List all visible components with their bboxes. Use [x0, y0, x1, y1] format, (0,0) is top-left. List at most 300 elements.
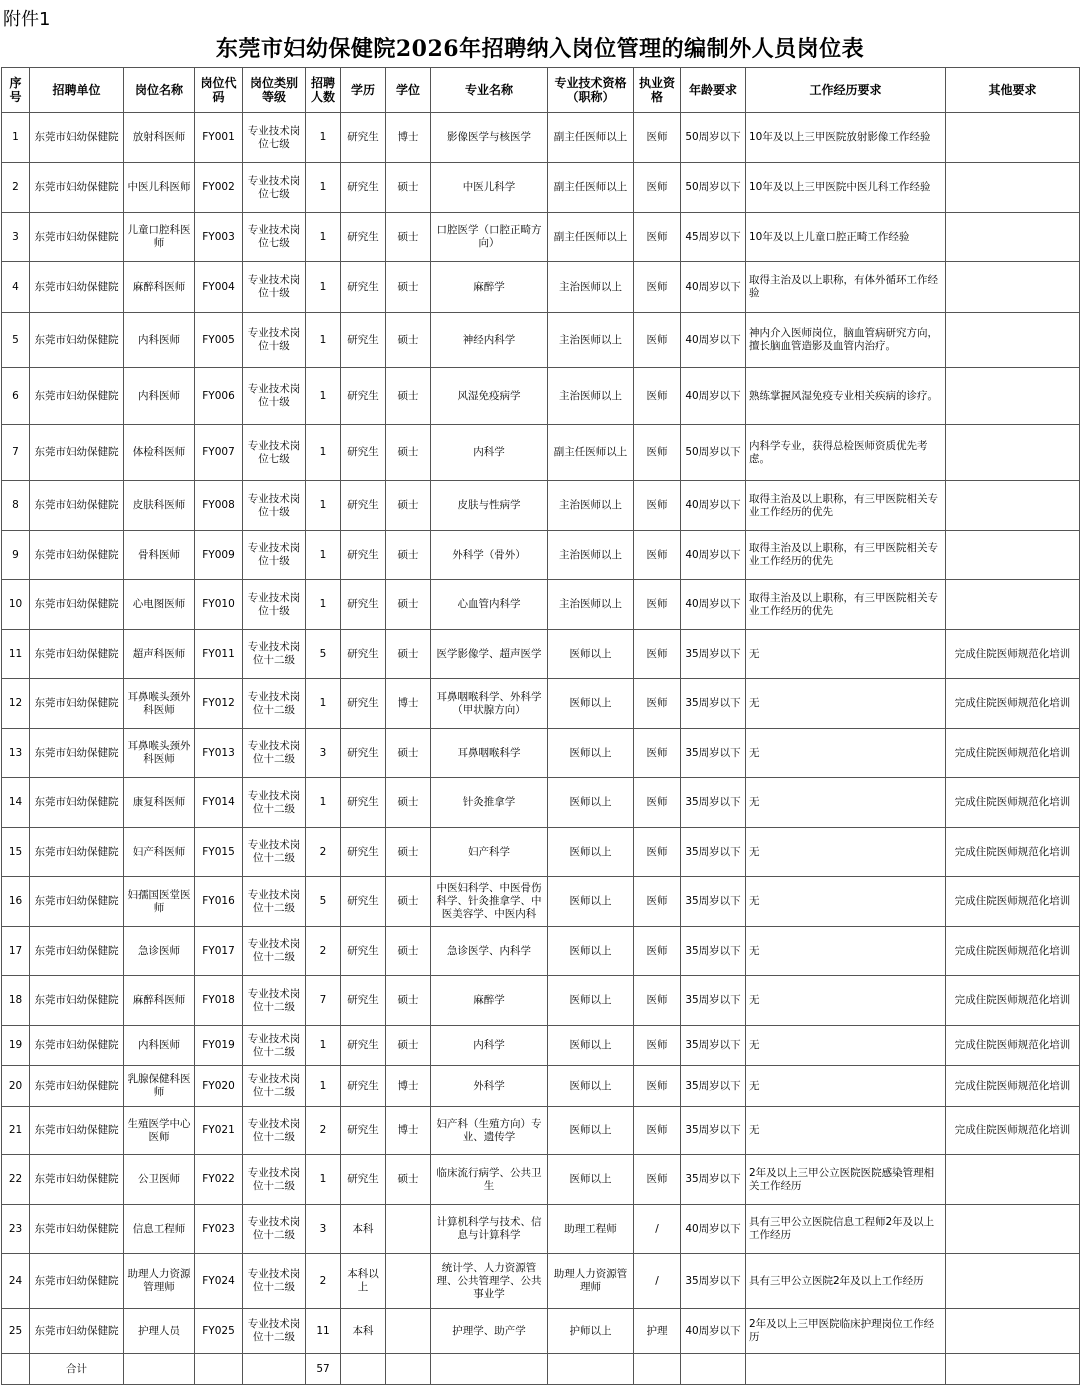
cell-unit: 东莞市妇幼保健院: [30, 213, 124, 262]
cell-other-requirement: 完成住院医师规范化培训: [946, 927, 1080, 976]
cell-age-requirement: 35周岁以下: [681, 1254, 746, 1309]
cell-position-name: 信息工程师: [124, 1205, 195, 1254]
cell-age-requirement: 35周岁以下: [681, 828, 746, 877]
cell-experience-requirement: 无: [746, 927, 946, 976]
cell-license: 医师: [634, 481, 681, 531]
cell-education: 研究生: [341, 262, 386, 313]
cell-position-name: 耳鼻喉头颈外科医师: [124, 729, 195, 778]
cell-position-name: 骨科医师: [124, 531, 195, 580]
cell-license: 医师: [634, 778, 681, 828]
cell-education: 研究生: [341, 679, 386, 729]
cell-other-requirement: [946, 368, 1080, 425]
cell-unit: 东莞市妇幼保健院: [30, 976, 124, 1026]
cell-position-code: FY006: [195, 368, 243, 425]
cell-education: 研究生: [341, 1026, 386, 1066]
cell-education: 研究生: [341, 1107, 386, 1155]
cell-license: /: [634, 1205, 681, 1254]
cell-degree: 硕士: [386, 877, 431, 927]
table-row: [2, 580, 1080, 630]
cell-license: 医师: [634, 213, 681, 262]
cell-position-grade: 专业技术岗位十二级: [243, 1026, 306, 1066]
cell-degree: 硕士: [386, 927, 431, 976]
cell-education: 研究生: [341, 113, 386, 163]
cell-position-code: FY004: [195, 262, 243, 313]
cell-experience-requirement: 具有三甲公立医院2年及以上工作经历: [746, 1254, 946, 1309]
cell-position-grade: 专业技术岗位十级: [243, 580, 306, 630]
cell-position-code: FY019: [195, 1026, 243, 1066]
cell-seq: 13: [2, 729, 30, 778]
cell-title-qualification: 医师以上: [548, 778, 634, 828]
cell-other-requirement: 完成住院医师规范化培训: [946, 976, 1080, 1026]
cell-experience-requirement: 取得主治及以上职称，有三甲医院相关专业工作经历的优先: [746, 481, 946, 531]
cell-position-grade: 专业技术岗位十二级: [243, 729, 306, 778]
cell-major: 统计学、人力资源管理、公共管理学、公共事业学: [431, 1254, 548, 1309]
cell-position-name: 放射科医师: [124, 113, 195, 163]
cell-unit: 东莞市妇幼保健院: [30, 163, 124, 213]
cell-headcount: 1: [306, 778, 341, 828]
cell-position-code: FY025: [195, 1309, 243, 1354]
table-row: [2, 1205, 1080, 1254]
cell-education: 研究生: [341, 213, 386, 262]
cell-seq: 6: [2, 368, 30, 425]
header-cell: 序号: [2, 68, 30, 113]
cell-position-grade: 专业技术岗位十二级: [243, 1205, 306, 1254]
cell-unit: 东莞市妇幼保健院: [30, 778, 124, 828]
cell-position-grade: 专业技术岗位七级: [243, 163, 306, 213]
cell-position-code: FY014: [195, 778, 243, 828]
table-row: [2, 1254, 1080, 1309]
cell-other-requirement: 完成住院医师规范化培训: [946, 1066, 1080, 1107]
cell-position-name: 助理人力资源管理师: [124, 1254, 195, 1309]
cell-position-name: 儿童口腔科医师: [124, 213, 195, 262]
cell-major: 计算机科学与技术、信息与计算科学: [431, 1205, 548, 1254]
cell-major: 耳鼻咽喉科学、外科学（甲状腺方向）: [431, 679, 548, 729]
cell-seq: 10: [2, 580, 30, 630]
cell-license: 医师: [634, 113, 681, 163]
cell-license: 医师: [634, 828, 681, 877]
cell-headcount: 1: [306, 1155, 341, 1205]
cell-title-qualification: 主治医师以上: [548, 262, 634, 313]
cell-headcount: 1: [306, 113, 341, 163]
cell-education: 研究生: [341, 729, 386, 778]
cell-degree: [386, 1254, 431, 1309]
table-row: [2, 531, 1080, 580]
table-row: [2, 1107, 1080, 1155]
cell-major: 口腔医学（口腔正畸方向）: [431, 213, 548, 262]
cell-title-qualification: 助理工程师: [548, 1205, 634, 1254]
cell-other-requirement: [946, 262, 1080, 313]
cell-license: 医师: [634, 877, 681, 927]
table-row: [2, 1155, 1080, 1205]
cell-position-grade: 专业技术岗位十二级: [243, 1066, 306, 1107]
cell-license: 医师: [634, 679, 681, 729]
table-row: [2, 877, 1080, 927]
cell-title-qualification: 副主任医师以上: [548, 213, 634, 262]
cell-title-qualification: 主治医师以上: [548, 313, 634, 368]
cell-education: 研究生: [341, 1066, 386, 1107]
cell-age-requirement: 40周岁以下: [681, 481, 746, 531]
cell-education: 本科以上: [341, 1254, 386, 1309]
cell-experience-requirement: 10年及以上三甲医院中医儿科工作经验: [746, 163, 946, 213]
cell-seq: 5: [2, 313, 30, 368]
cell-education: 本科: [341, 1205, 386, 1254]
cell-unit: 东莞市妇幼保健院: [30, 313, 124, 368]
cell-headcount: 1: [306, 679, 341, 729]
table-row: [2, 163, 1080, 213]
table-row: [2, 481, 1080, 531]
cell-position-name: 乳腺保健科医师: [124, 1066, 195, 1107]
cell-experience-requirement: 无: [746, 828, 946, 877]
cell-headcount: 1: [306, 481, 341, 531]
cell-other-requirement: 完成住院医师规范化培训: [946, 828, 1080, 877]
cell-position-grade: 专业技术岗位十级: [243, 531, 306, 580]
cell-major: 麻醉学: [431, 976, 548, 1026]
cell-experience-requirement: 无: [746, 1026, 946, 1066]
total-row: [2, 1354, 1080, 1385]
cell-other-requirement: 完成住院医师规范化培训: [946, 1026, 1080, 1066]
cell-education: 研究生: [341, 1155, 386, 1205]
cell-position-name: 超声科医师: [124, 630, 195, 679]
cell-position-name: 内科医师: [124, 1026, 195, 1066]
cell-degree: 硕士: [386, 313, 431, 368]
cell-degree: 博士: [386, 1107, 431, 1155]
cell-position-grade: 专业技术岗位七级: [243, 113, 306, 163]
cell-other-requirement: 完成住院医师规范化培训: [946, 679, 1080, 729]
cell-position-name: 公卫医师: [124, 1155, 195, 1205]
header-cell: 岗位代码: [195, 68, 243, 113]
cell-position-name: 生殖医学中心医师: [124, 1107, 195, 1155]
cell-position-name: 心电图医师: [124, 580, 195, 630]
cell-education: 研究生: [341, 425, 386, 481]
cell-headcount: 7: [306, 976, 341, 1026]
cell-position-name: 体检科医师: [124, 425, 195, 481]
cell-experience-requirement: 取得主治及以上职称，有体外循环工作经验: [746, 262, 946, 313]
cell-other-requirement: 完成住院医师规范化培训: [946, 1107, 1080, 1155]
cell-position-code: FY015: [195, 828, 243, 877]
cell-education: 本科: [341, 1309, 386, 1354]
cell-degree: 硕士: [386, 976, 431, 1026]
cell-age-requirement: 40周岁以下: [681, 368, 746, 425]
cell-seq: 15: [2, 828, 30, 877]
header-cell: 年龄要求: [681, 68, 746, 113]
cell-age-requirement: 35周岁以下: [681, 927, 746, 976]
cell-position-code: FY001: [195, 113, 243, 163]
cell-unit: 东莞市妇幼保健院: [30, 262, 124, 313]
cell-license: 医师: [634, 1066, 681, 1107]
cell-position-name: 耳鼻喉头颈外科医师: [124, 679, 195, 729]
table-row: [2, 927, 1080, 976]
cell-other-requirement: [946, 531, 1080, 580]
cell-seq: 16: [2, 877, 30, 927]
table-row: [2, 1066, 1080, 1107]
cell-title-qualification: 医师以上: [548, 630, 634, 679]
cell-other-requirement: [946, 580, 1080, 630]
cell-headcount: 1: [306, 313, 341, 368]
cell-experience-requirement: 无: [746, 976, 946, 1026]
cell-major: 影像医学与核医学: [431, 113, 548, 163]
cell-position-grade: 专业技术岗位十级: [243, 262, 306, 313]
cell-unit: 东莞市妇幼保健院: [30, 425, 124, 481]
cell-experience-requirement: 无: [746, 1107, 946, 1155]
header-cell: 其他要求: [946, 68, 1080, 113]
table-row: [2, 630, 1080, 679]
cell-major: 皮肤与性病学: [431, 481, 548, 531]
cell-degree: 硕士: [386, 368, 431, 425]
cell-headcount: 1: [306, 163, 341, 213]
table-row: [2, 1309, 1080, 1354]
cell-headcount: 1: [306, 262, 341, 313]
cell-title-qualification: 副主任医师以上: [548, 163, 634, 213]
cell-license: 医师: [634, 1107, 681, 1155]
cell-major: 妇产科（生殖方向）专业、遗传学: [431, 1107, 548, 1155]
cell-position-grade: 专业技术岗位十级: [243, 368, 306, 425]
cell-position-code: FY012: [195, 679, 243, 729]
header-row: [2, 68, 1080, 113]
cell-license: 医师: [634, 262, 681, 313]
cell-position-code: FY003: [195, 213, 243, 262]
cell-degree: 硕士: [386, 163, 431, 213]
cell-position-grade: 专业技术岗位七级: [243, 213, 306, 262]
cell-degree: 硕士: [386, 213, 431, 262]
table-row: [2, 729, 1080, 778]
table-row: [2, 425, 1080, 481]
cell-unit: 东莞市妇幼保健院: [30, 927, 124, 976]
cell-degree: 硕士: [386, 425, 431, 481]
cell-headcount: 1: [306, 1066, 341, 1107]
cell-experience-requirement: 2年及以上三甲医院临床护理岗位工作经历: [746, 1309, 946, 1354]
cell-seq: 12: [2, 679, 30, 729]
total-label: 合计: [30, 1354, 124, 1385]
cell-unit: 东莞市妇幼保健院: [30, 1254, 124, 1309]
cell-title-qualification: 医师以上: [548, 1026, 634, 1066]
cell-position-code: FY005: [195, 313, 243, 368]
position-table: [1, 67, 1080, 1385]
cell-seq: 11: [2, 630, 30, 679]
cell-major: 耳鼻咽喉科学: [431, 729, 548, 778]
table-row: [2, 313, 1080, 368]
header-cell: 招聘人数: [306, 68, 341, 113]
cell-headcount: 1: [306, 1026, 341, 1066]
cell-seq: 1: [2, 113, 30, 163]
cell-title-qualification: 医师以上: [548, 927, 634, 976]
cell-major: 临床流行病学、公共卫生: [431, 1155, 548, 1205]
cell-position-grade: 专业技术岗位十二级: [243, 1309, 306, 1354]
cell-position-name: 康复科医师: [124, 778, 195, 828]
cell-education: 研究生: [341, 163, 386, 213]
table-row: [2, 778, 1080, 828]
cell-position-code: FY007: [195, 425, 243, 481]
cell-age-requirement: 35周岁以下: [681, 778, 746, 828]
cell-license: 医师: [634, 580, 681, 630]
cell-experience-requirement: 2年及以上三甲公立医院医院感染管理相关工作经历: [746, 1155, 946, 1205]
cell-experience-requirement: 无: [746, 630, 946, 679]
cell-unit: 东莞市妇幼保健院: [30, 877, 124, 927]
cell-degree: 博士: [386, 113, 431, 163]
cell-position-grade: 专业技术岗位十二级: [243, 976, 306, 1026]
cell-seq: 14: [2, 778, 30, 828]
table-row: [2, 113, 1080, 163]
cell-headcount: 1: [306, 368, 341, 425]
cell-unit: 东莞市妇幼保健院: [30, 1309, 124, 1354]
cell-seq: 17: [2, 927, 30, 976]
cell-license: 医师: [634, 368, 681, 425]
cell-age-requirement: 40周岁以下: [681, 313, 746, 368]
cell-age-requirement: 35周岁以下: [681, 976, 746, 1026]
cell-title-qualification: 医师以上: [548, 1107, 634, 1155]
cell-other-requirement: [946, 425, 1080, 481]
cell-position-name: 急诊医师: [124, 927, 195, 976]
cell-headcount: 2: [306, 828, 341, 877]
cell-experience-requirement: 10年及以上儿童口腔正畸工作经验: [746, 213, 946, 262]
cell-age-requirement: 35周岁以下: [681, 679, 746, 729]
cell-position-name: 内科医师: [124, 368, 195, 425]
cell-unit: 东莞市妇幼保健院: [30, 679, 124, 729]
header-cell: 招聘单位: [30, 68, 124, 113]
cell-age-requirement: 40周岁以下: [681, 580, 746, 630]
cell-age-requirement: 50周岁以下: [681, 163, 746, 213]
header-cell: 工作经历要求: [746, 68, 946, 113]
cell-license: 医师: [634, 163, 681, 213]
cell-position-name: 护理人员: [124, 1309, 195, 1354]
cell-degree: 博士: [386, 679, 431, 729]
cell-seq: 9: [2, 531, 30, 580]
cell-position-code: FY002: [195, 163, 243, 213]
cell-position-grade: 专业技术岗位十二级: [243, 828, 306, 877]
cell-seq: 22: [2, 1155, 30, 1205]
table-row: [2, 976, 1080, 1026]
cell-age-requirement: 40周岁以下: [681, 262, 746, 313]
cell-major: 外科学: [431, 1066, 548, 1107]
cell-headcount: 11: [306, 1309, 341, 1354]
cell-position-name: 皮肤科医师: [124, 481, 195, 531]
cell-other-requirement: [946, 163, 1080, 213]
cell-license: 医师: [634, 313, 681, 368]
cell-license: 医师: [634, 729, 681, 778]
cell-headcount: 3: [306, 729, 341, 778]
cell-age-requirement: 35周岁以下: [681, 1026, 746, 1066]
cell-education: 研究生: [341, 531, 386, 580]
cell-major: 急诊医学、内科学: [431, 927, 548, 976]
cell-position-code: FY018: [195, 976, 243, 1026]
cell-unit: 东莞市妇幼保健院: [30, 113, 124, 163]
cell-position-grade: 专业技术岗位十二级: [243, 927, 306, 976]
cell-major: 妇产科学: [431, 828, 548, 877]
cell-experience-requirement: 无: [746, 1066, 946, 1107]
cell-position-code: FY009: [195, 531, 243, 580]
cell-title-qualification: 医师以上: [548, 976, 634, 1026]
cell-other-requirement: [946, 313, 1080, 368]
cell-major: 神经内科学: [431, 313, 548, 368]
cell-unit: 东莞市妇幼保健院: [30, 1026, 124, 1066]
cell-position-code: FY017: [195, 927, 243, 976]
cell-position-code: FY020: [195, 1066, 243, 1107]
cell-major: 内科学: [431, 425, 548, 481]
cell-seq: 3: [2, 213, 30, 262]
cell-position-grade: 专业技术岗位十二级: [243, 630, 306, 679]
cell-experience-requirement: 熟练掌握风湿免疫专业相关疾病的诊疗。: [746, 368, 946, 425]
cell-major: 心血管内科学: [431, 580, 548, 630]
cell-headcount: 2: [306, 1254, 341, 1309]
cell-license: 医师: [634, 1026, 681, 1066]
cell-degree: 硕士: [386, 729, 431, 778]
header-cell: 专业技术资格（职称）: [548, 68, 634, 113]
cell-age-requirement: 40周岁以下: [681, 531, 746, 580]
cell-license: 医师: [634, 976, 681, 1026]
cell-unit: 东莞市妇幼保健院: [30, 580, 124, 630]
cell-position-grade: 专业技术岗位十级: [243, 313, 306, 368]
cell-license: /: [634, 1254, 681, 1309]
cell-position-code: FY016: [195, 877, 243, 927]
cell-education: 研究生: [341, 927, 386, 976]
cell-education: 研究生: [341, 481, 386, 531]
cell-headcount: 1: [306, 580, 341, 630]
cell-position-grade: 专业技术岗位十二级: [243, 1155, 306, 1205]
cell-experience-requirement: 10年及以上三甲医院放射影像工作经验: [746, 113, 946, 163]
cell-degree: 硕士: [386, 531, 431, 580]
cell-headcount: 2: [306, 1107, 341, 1155]
cell-experience-requirement: 无: [746, 778, 946, 828]
cell-headcount: 5: [306, 877, 341, 927]
cell-major: 中医儿科学: [431, 163, 548, 213]
cell-position-grade: 专业技术岗位十二级: [243, 1107, 306, 1155]
cell-position-name: 麻醉科医师: [124, 976, 195, 1026]
cell-title-qualification: 医师以上: [548, 729, 634, 778]
cell-degree: 硕士: [386, 828, 431, 877]
cell-position-code: FY024: [195, 1254, 243, 1309]
cell-experience-requirement: 神内介入医师岗位，脑血管病研究方向，擅长脑血管造影及血管内治疗。: [746, 313, 946, 368]
cell-experience-requirement: 无: [746, 729, 946, 778]
cell-major: 中医妇科学、中医骨伤科学、针灸推拿学、中医美容学、中医内科: [431, 877, 548, 927]
cell-unit: 东莞市妇幼保健院: [30, 729, 124, 778]
cell-position-name: 妇孺国医堂医师: [124, 877, 195, 927]
header-cell: 专业名称: [431, 68, 548, 113]
cell-position-grade: 专业技术岗位十二级: [243, 877, 306, 927]
header-cell: 岗位名称: [124, 68, 195, 113]
cell-position-code: FY013: [195, 729, 243, 778]
cell-position-name: 麻醉科医师: [124, 262, 195, 313]
cell-education: 研究生: [341, 580, 386, 630]
cell-other-requirement: [946, 1155, 1080, 1205]
cell-position-grade: 专业技术岗位十二级: [243, 778, 306, 828]
cell-other-requirement: [946, 1254, 1080, 1309]
table-row: [2, 368, 1080, 425]
cell-education: 研究生: [341, 828, 386, 877]
table-row: [2, 828, 1080, 877]
cell-degree: 硕士: [386, 1026, 431, 1066]
cell-title-qualification: 主治医师以上: [548, 580, 634, 630]
total-count: 57: [306, 1354, 341, 1385]
cell-major: 护理学、助产学: [431, 1309, 548, 1354]
cell-license: 护理: [634, 1309, 681, 1354]
cell-education: 研究生: [341, 877, 386, 927]
cell-major: 风湿免疫病学: [431, 368, 548, 425]
cell-license: 医师: [634, 531, 681, 580]
cell-education: 研究生: [341, 778, 386, 828]
cell-age-requirement: 35周岁以下: [681, 877, 746, 927]
cell-degree: 硕士: [386, 630, 431, 679]
cell-experience-requirement: 无: [746, 679, 946, 729]
cell-other-requirement: [946, 213, 1080, 262]
cell-title-qualification: 医师以上: [548, 1155, 634, 1205]
cell-unit: 东莞市妇幼保健院: [30, 1155, 124, 1205]
cell-unit: 东莞市妇幼保健院: [30, 630, 124, 679]
cell-title-qualification: 主治医师以上: [548, 368, 634, 425]
page-title: 东莞市妇幼保健院2026年招聘纳入岗位管理的编制外人员岗位表: [215, 36, 865, 62]
cell-license: 医师: [634, 630, 681, 679]
cell-position-grade: 专业技术岗位十二级: [243, 679, 306, 729]
cell-title-qualification: 护师以上: [548, 1309, 634, 1354]
cell-title-qualification: 主治医师以上: [548, 531, 634, 580]
